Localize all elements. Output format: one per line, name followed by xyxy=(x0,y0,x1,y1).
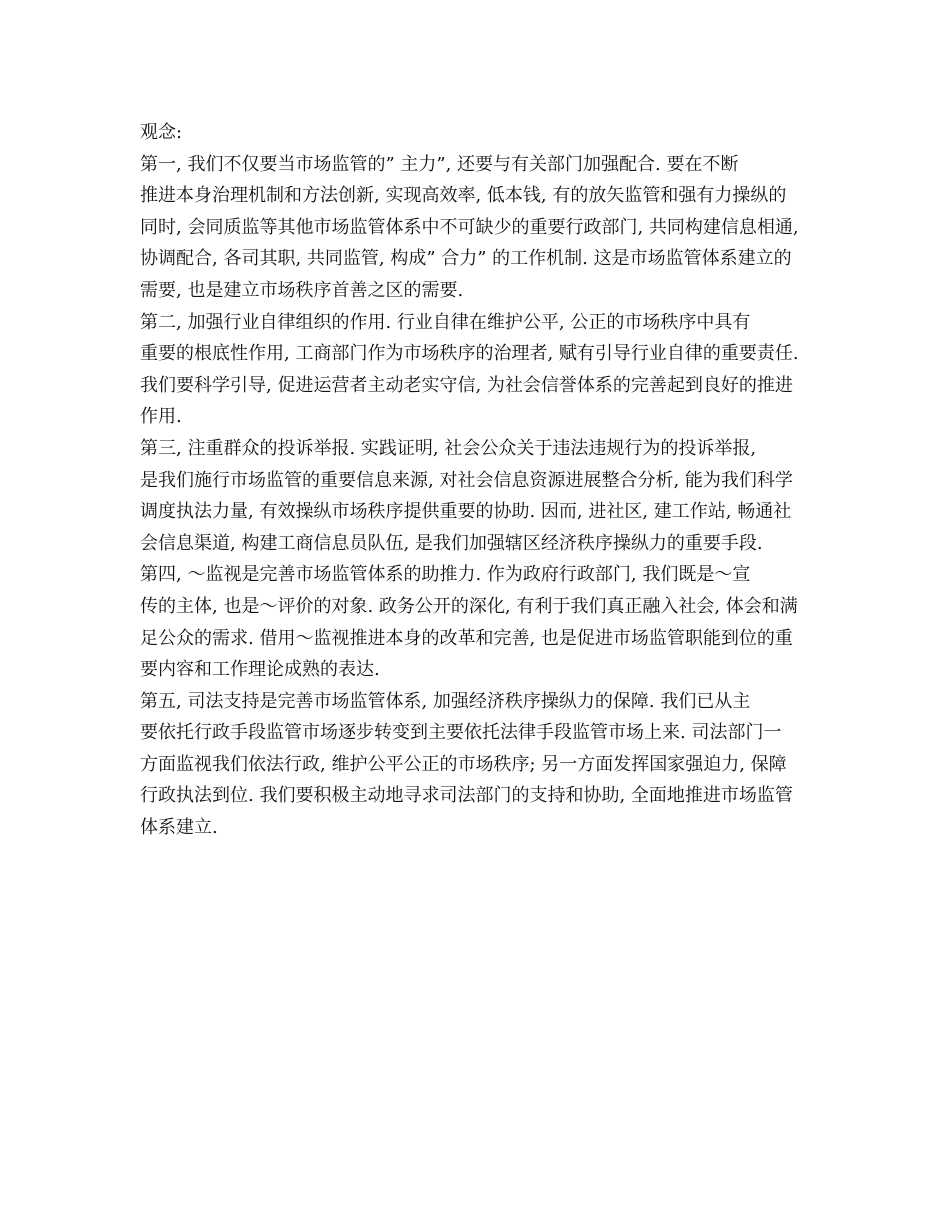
paragraph-line: 方面监视我们依法行政, 维护公平公正的市场秩序; 另一方面发挥国家强迫力, 保障 xyxy=(140,753,787,775)
paragraph-line: 体系建立. xyxy=(140,817,218,839)
paragraph-line: 同时, 会同质监等其他市场监管体系中不可缺少的重要行政部门, 共同构建信息相通, xyxy=(140,216,799,238)
document-body xyxy=(140,117,820,844)
opening-line: 观念: xyxy=(140,122,183,143)
paragraph-line: 会信息渠道, 构建工商信息员队伍, 是我们加强辖区经济秩序操纵力的重要手段. xyxy=(140,532,763,554)
paragraph-line: 行政执法到位. 我们要积极主动地寻求司法部门的支持和协助, 全面地推进市场监管 xyxy=(140,785,793,807)
paragraph-line: 作用. xyxy=(140,406,182,428)
paragraph-line: 我们要科学引导, 促进运营者主动老实守信, 为社会信誉体系的完善起到良好的推进 xyxy=(140,374,793,396)
paragraph-2 xyxy=(140,307,820,433)
paragraph-line: 第三, 注重群众的投诉举报. 实践证明, 社会公众关于违法违规行为的投诉举报, xyxy=(140,437,757,459)
paragraph-5 xyxy=(140,686,820,844)
paragraph-line: 传的主体, 也是～评价的对象. 政务公开的深化, 有利于我们真正融入社会, 体会和满 xyxy=(140,595,798,617)
paragraph-line: 需要, 也是建立市场秩序首善之区的需要. xyxy=(140,279,464,301)
paragraph-line: 要内容和工作理论成熟的表达. xyxy=(140,659,380,681)
paragraph-line: 协调配合, 各司其职, 共同监管, 构成” 合力” 的工作机制. 这是市场监管体系建立的 xyxy=(140,248,792,270)
paragraph-line: 重要的根底性作用, 工商部门作为市场秩序的治理者, 赋有引导行业自律的重要责任. xyxy=(140,343,799,365)
paragraph-line: 调度执法力量, 有效操纵市场秩序提供重要的协助. 因而, 进社区, 建工作站, 畅通社 xyxy=(140,501,792,523)
paragraph-line: 足公众的需求. 借用～监视推进本身的改革和完善, 也是促进市场监管职能到位的重 xyxy=(140,627,793,649)
paragraph-line: 第五, 司法支持是完善市场监管体系, 加强经济秩序操纵力的保障. 我们已从主 xyxy=(140,690,751,712)
paragraph-line: 是我们施行市场监管的重要信息来源, 对社会信息资源进展整合分析, 能为我们科学 xyxy=(140,469,793,491)
paragraph-1 xyxy=(140,149,820,307)
paragraph-line: 推进本身治理机制和方法创新, 实现高效率, 低本钱, 有的放矢监管和强有力操纵的 xyxy=(140,185,787,207)
paragraph-3 xyxy=(140,433,820,559)
paragraph-line: 第四, ～监视是完善市场监管体系的助推力. 作为政府行政部门, 我们既是～宣 xyxy=(140,564,751,586)
paragraph-line: 要依托行政手段监管市场逐步转变到主要依托法律手段监管市场上来. 司法部门一 xyxy=(140,722,782,744)
paragraph-4 xyxy=(140,559,820,685)
paragraph-line: 第二, 加强行业自律组织的作用. 行业自律在维护公平, 公正的市场秩序中具有 xyxy=(140,311,751,333)
paragraph-line: 第一, 我们不仅要当市场监管的” 主力”, 还要与有关部门加强配合. 要在不断 xyxy=(140,153,739,175)
